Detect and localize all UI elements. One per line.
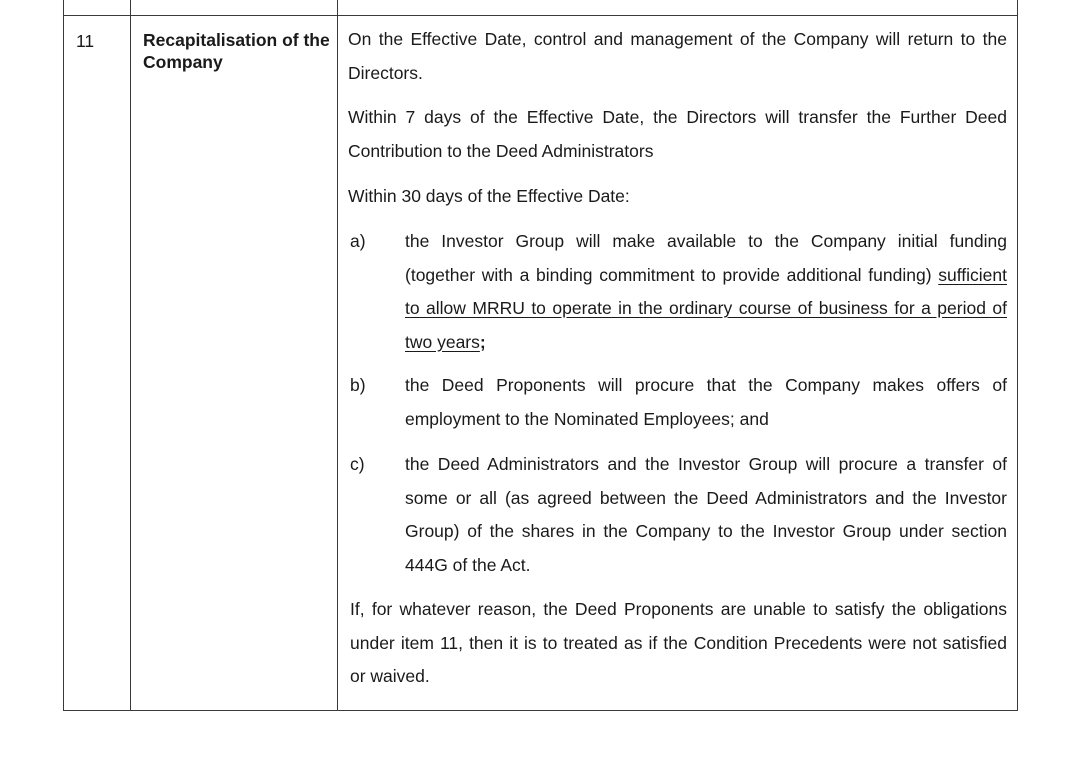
list-item-a-underlined-text: sufficient to allow MRRU to operate in the ordinary course of business for a period of two years [405, 264, 1007, 352]
list-item-c: the Deed Administrators and the Investor Group will procure a transfer of some or all (as agreed between the Deed Administrators and the Investor Group) of the shares in the Company to the Investor Group under section 444G of the Act. [405, 454, 1007, 575]
list-item-a [405, 225, 1007, 359]
paragraph-further-deed-contribution: Within 7 days of the Effective Date, the Directors will transfer the Further Deed Contribution to the Deed Administrators [348, 107, 1007, 161]
list-item-b: the Deed Proponents will procure that the Company makes offers of employment to the Nominated Employees; and [405, 375, 1007, 429]
paragraph-closing: If, for whatever reason, the Deed Proponents are unable to satisfy the obligations under item 11, then it is to treated as if the Condition Precedents were not satisfied or waived. [350, 599, 1007, 686]
table-border-left [63, 0, 64, 711]
table-border-col2 [337, 0, 338, 711]
item-title: Recapitalisation of the Company [143, 30, 330, 72]
list-item-a-semicolon: ; [479, 331, 486, 352]
table-border-right [1017, 0, 1018, 711]
table-border-top [63, 15, 1018, 16]
list-item-a-text: the Investor Group will make available to the Company initial funding (together with a binding commitment to provide additional funding) [405, 231, 1007, 285]
list-item-letter-c: c) [350, 454, 365, 474]
list-item-letter-b: b) [350, 375, 366, 395]
paragraph-effective-date: On the Effective Date, control and management of the Company will return to the Directors. [348, 29, 1007, 83]
list-item-letter-a: a) [350, 231, 366, 251]
item-number: 11 [76, 31, 95, 51]
table-border-col1 [130, 0, 131, 711]
table-border-bottom [63, 710, 1018, 711]
paragraph-within-30-days: Within 30 days of the Effective Date: [348, 186, 630, 206]
